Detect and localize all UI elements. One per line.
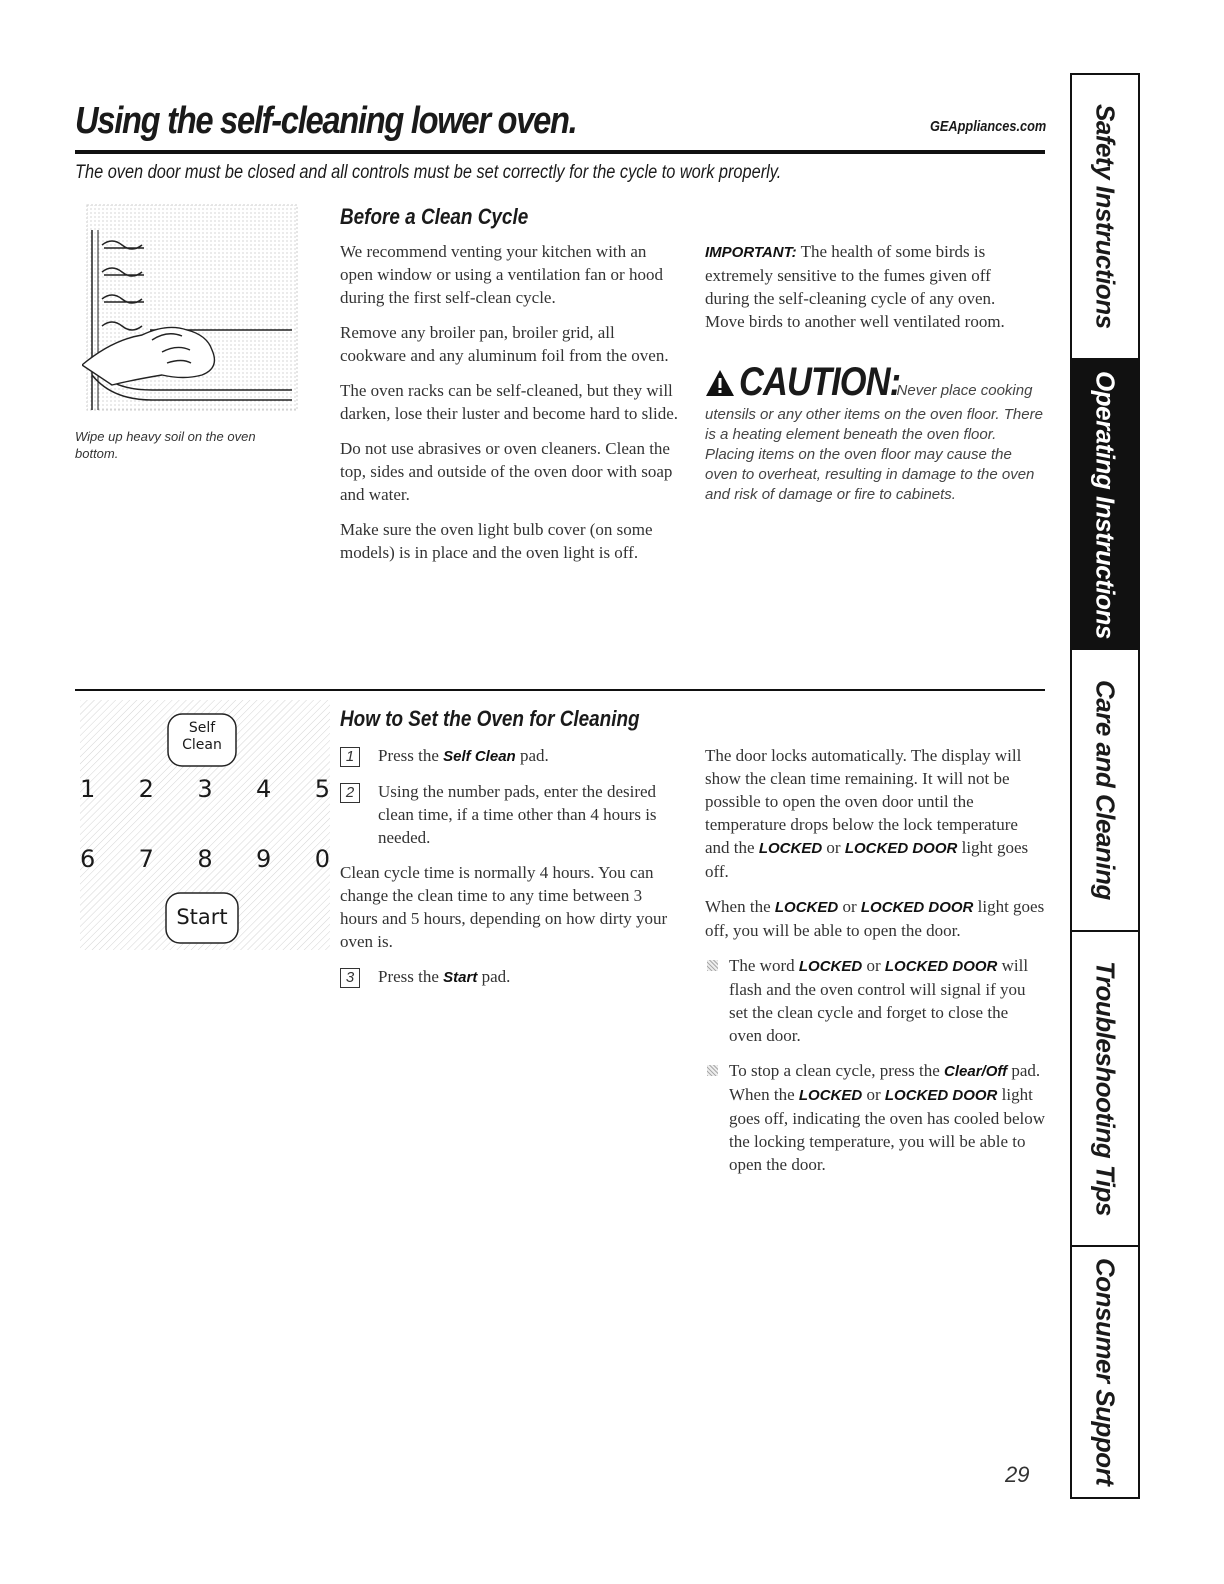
bullet-item xyxy=(705,954,1045,1047)
text-run: When the xyxy=(705,897,771,916)
locked-door-keyword: LOCKED DOOR xyxy=(884,958,998,975)
step-number: 2 xyxy=(340,783,360,803)
locked-keyword: LOCKED xyxy=(798,958,863,975)
before-clean-body xyxy=(340,240,680,576)
locked-keyword: LOCKED xyxy=(798,1087,863,1104)
page-subtitle: The oven door must be closed and all controls must be set correctly for the cycle to work properly. xyxy=(75,162,782,183)
self-clean-label-bottom: Clean xyxy=(182,737,222,753)
locked-keyword: LOCKED xyxy=(774,899,839,916)
text-run: or xyxy=(826,838,841,857)
digit-key: 4 xyxy=(256,775,272,803)
start-pad: Start xyxy=(176,905,228,929)
tab-operating-instructions[interactable] xyxy=(1072,360,1138,650)
caution-word: CAUTION: xyxy=(739,360,901,404)
door-open-paragraph xyxy=(705,895,1045,942)
digit-key: 5 xyxy=(314,775,330,803)
locked-door-keyword: LOCKED DOOR xyxy=(860,899,974,916)
text-run: pad. When the xyxy=(729,1061,1041,1104)
caution-lead: Never place cooking xyxy=(896,382,1033,399)
digit-key: 3 xyxy=(197,775,213,803)
page-number: 29 xyxy=(1005,1462,1030,1487)
warning-triangle-icon xyxy=(705,369,735,397)
step-3 xyxy=(340,965,680,989)
text-run: The word xyxy=(729,956,795,975)
step-text: pad. xyxy=(519,746,549,765)
digit-key: 9 xyxy=(256,845,272,873)
bullet-icon xyxy=(707,1065,718,1076)
website-link[interactable]: GEAppliances.com xyxy=(930,118,1047,135)
step-number: 3 xyxy=(340,968,360,988)
step-text: Using the number pads, enter the desired clean time, if a time other than 4 hours is needed. xyxy=(378,782,657,847)
door-lock-info xyxy=(705,744,1045,1188)
section-sidebar xyxy=(1070,73,1140,1499)
digit-key: 6 xyxy=(80,845,96,873)
digit-key: 7 xyxy=(138,845,154,873)
start-keyword: Start xyxy=(443,969,478,986)
tab-safety-instructions[interactable] xyxy=(1072,75,1138,360)
caution-body: utensils or any other items on the oven floor. There is a heating element beneath the oven floor. Placing items on the oven floor may cause the oven to overheat, resulting in damage to the oven and risk of damage or fire to cabinets. xyxy=(705,406,1043,503)
self-clean-pad xyxy=(168,720,236,754)
clear-off-keyword: Clear/Off xyxy=(944,1063,1008,1080)
keypad-row-2 xyxy=(80,845,330,873)
tab-label: Troubleshooting Tips xyxy=(1090,961,1121,1216)
text-run: or xyxy=(866,1085,881,1104)
text-run: light goes off. xyxy=(705,838,1029,881)
step-1 xyxy=(340,744,680,768)
caution-heading xyxy=(705,360,1032,405)
tab-consumer-support[interactable] xyxy=(1072,1247,1138,1497)
digit-key: 8 xyxy=(197,845,213,873)
keypad-row-1 xyxy=(80,775,330,803)
bullet-item xyxy=(705,1059,1045,1176)
digit-key: 2 xyxy=(138,775,154,803)
step-number: 1 xyxy=(340,747,360,767)
text-run: To stop a clean cycle, press the xyxy=(729,1061,940,1080)
important-note xyxy=(705,240,1035,333)
tab-label: Operating Instructions xyxy=(1090,371,1121,639)
text-run: The door locks automatically. The display will show the clean time remaining. It will not be possible to open the oven door until the temperature drops below the lock temperature and the xyxy=(705,746,1022,857)
before-clean-heading: Before a Clean Cycle xyxy=(340,204,529,229)
page-title: Using the self-cleaning lower oven. xyxy=(75,100,577,142)
header-rule xyxy=(75,150,1045,154)
oven-wipe-illustration xyxy=(82,200,302,415)
digit-key: 0 xyxy=(314,845,330,873)
keypad-illustration xyxy=(80,700,330,950)
howto-heading: How to Set the Oven for Cleaning xyxy=(340,706,640,731)
text-run: will flash and the oven control will signal if you set the clean cycle and forget to close the oven door. xyxy=(729,956,1029,1045)
locked-door-keyword: LOCKED DOOR xyxy=(844,840,958,857)
tab-label: Consumer Support xyxy=(1090,1258,1121,1486)
text-run: or xyxy=(842,897,857,916)
bullet-icon xyxy=(707,960,718,971)
clean-time-paragraph: Clean cycle time is normally 4 hours. You can change the clean time to any time between 3 hours and 5 hours, depending on how dirty your oven is. xyxy=(340,863,668,951)
important-label: IMPORTANT: xyxy=(705,244,797,261)
tab-troubleshooting-tips[interactable] xyxy=(1072,932,1138,1247)
tab-care-and-cleaning[interactable] xyxy=(1072,650,1138,932)
howto-steps xyxy=(340,744,680,1001)
before-paragraph: Do not use abrasives or oven cleaners. Clean the top, sides and outside of the oven door with soap and water. xyxy=(340,439,673,504)
door-lock-paragraph xyxy=(705,744,1045,883)
text-run: or xyxy=(866,956,881,975)
digit-key: 1 xyxy=(80,775,96,803)
tab-label: Care and Cleaning xyxy=(1090,680,1121,900)
text-run: light goes off, you will be able to open the door. xyxy=(705,897,1045,940)
step-2 xyxy=(340,780,680,849)
step-text: Press the xyxy=(378,746,439,765)
important-text: The health of some birds is extremely sensitive to the fumes given off during the self-cleaning cycle of any oven. Move birds to another well ventilated room. xyxy=(705,242,1005,331)
oven-caption: Wipe up heavy soil on the oven bottom. xyxy=(75,429,256,461)
self-clean-keyword: Self Clean xyxy=(443,748,516,765)
before-paragraph: Remove any broiler pan, broiler grid, all cookware and any aluminum foil from the oven. xyxy=(340,323,669,365)
section-rule xyxy=(75,689,1045,691)
locked-keyword: LOCKED xyxy=(758,840,823,857)
self-clean-label-top: Self xyxy=(188,720,216,736)
before-paragraph: We recommend venting your kitchen with an open window or using a ventilation fan or hood during the first self-clean cycle. xyxy=(340,242,663,307)
step-text: pad. xyxy=(481,967,511,986)
before-paragraph: The oven racks can be self-cleaned, but they will darken, lose their luster and become hard to slide. xyxy=(340,381,678,423)
tab-label: Safety Instructions xyxy=(1090,104,1121,329)
step-text: Press the xyxy=(378,967,439,986)
text-run: light goes off, indicating the oven has cooled below the locking temperature, you will be able to open the door. xyxy=(729,1085,1045,1174)
locked-door-keyword: LOCKED DOOR xyxy=(884,1087,998,1104)
before-paragraph: Make sure the oven light bulb cover (on some models) is in place and the oven light is off. xyxy=(340,520,653,562)
